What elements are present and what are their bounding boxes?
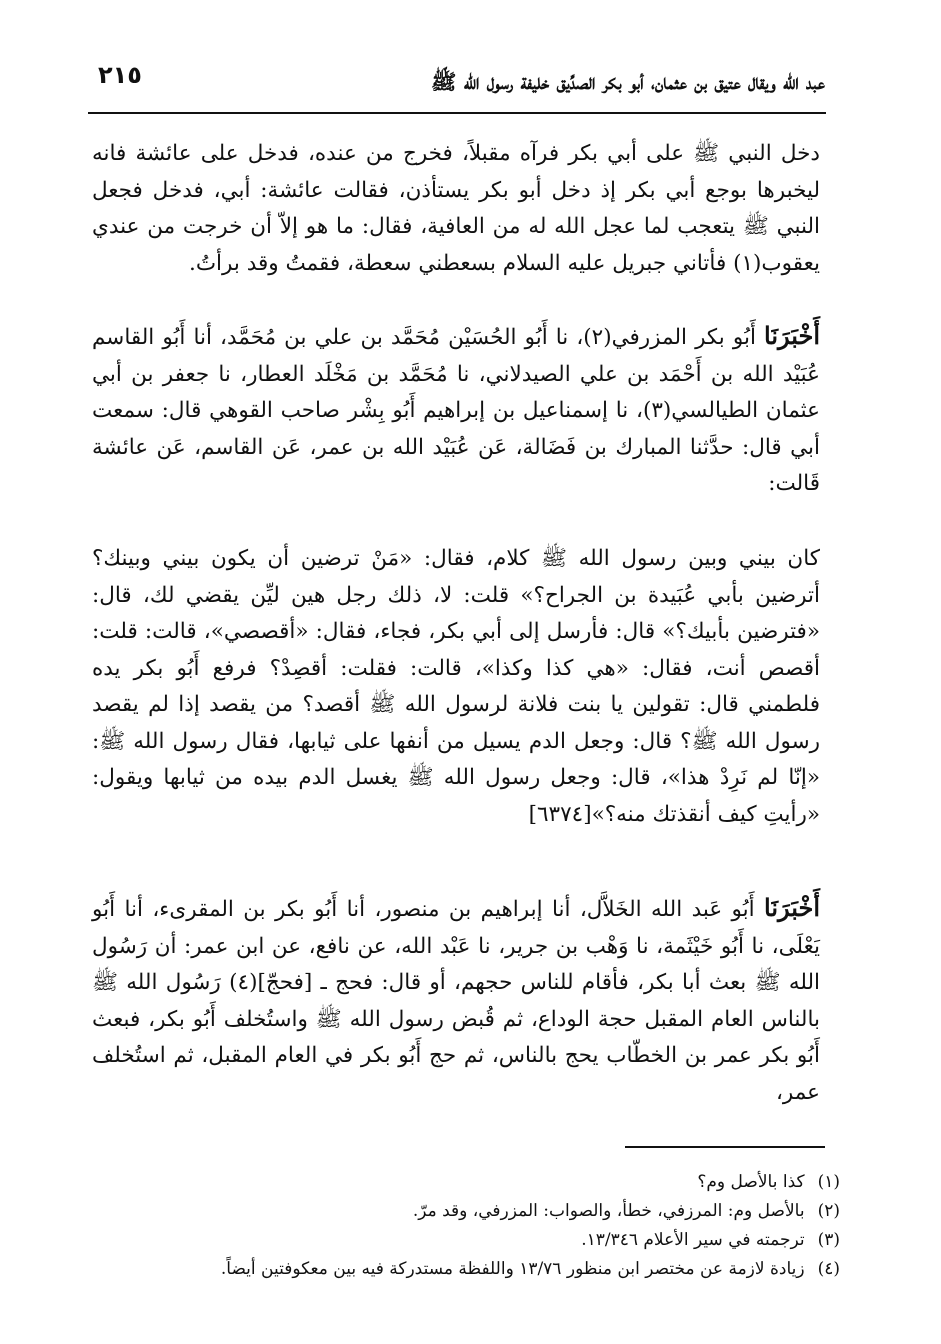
footnote-divider — [625, 1146, 825, 1148]
paragraph-1-text: دخل النبي ﷺ على أبي بكر فرآه مقبلاً، فخرج من عنده، فدخل على عائشة فانه ليخبرها بوجع أبي بكر إذ دخل أبو بكر يستأذن، فقالت عائشة: أبي، فدخل فجعل النبي ﷺ يتعجب لما عجل الله له من العافية، فقال: ما هو إلاّ أن خرجت من عندي يعقوب(١) فأتاني جبريل عليه السلام بسعطني سعطة، فقمتُ وقد برأتُ. — [92, 141, 820, 276]
footnote-number: (٢) — [817, 1201, 840, 1221]
footnote-text: ترجمته في سير الأعلام ١٣/٣٤٦. — [581, 1230, 805, 1250]
footnote — [120, 1226, 840, 1255]
footnote-text: كذا بالأصل وم؟ — [697, 1172, 805, 1192]
header-divider — [88, 112, 826, 114]
footnote-number: (٤) — [817, 1259, 840, 1279]
footnote — [120, 1197, 840, 1226]
footnote — [120, 1255, 840, 1284]
footnote-number: (٣) — [817, 1230, 840, 1250]
paragraph-1 — [92, 136, 820, 282]
paragraph-2 — [92, 318, 820, 503]
running-header — [90, 55, 825, 103]
footnote-number: (١) — [817, 1172, 840, 1192]
paragraph-4-lead: أَخْبَرَنَا — [764, 893, 820, 922]
paragraph-2-lead: أَخْبَرَنَا — [764, 321, 820, 350]
page-number: ٢١٥ — [98, 61, 142, 89]
footnote — [120, 1168, 840, 1197]
paragraph-3 — [92, 541, 820, 833]
header-title: عبد الله ويقال عتيق بن عثمان، أبو بكر الصدِّيق خليفة رسول الله ﷺ — [431, 69, 825, 94]
footnote-text: زيادة لازمة عن مختصر ابن منظور ١٣/٧٦ واللفظة مستدركة فيه بين معكوفتين أيضاً. — [220, 1259, 805, 1279]
paragraph-4-text: أَبُو عَبد الله الخَلاَّل، أنا إبراهيم بن منصور، أنا أَبُو بكر بن المقرىء، أنا أَبُو يَعْلَى، نا أَبُو خَيْثَمة، نا وَهْب بن جرير، نا عَبْد الله، عن نافع، عن ابن عمر: أن رَسُول الله ﷺ بعث أبا بكر، فأقام للناس حجهم، أو قال: فحج ـ [فحجّ](٤) رَسُول الله ﷺ بالناس العام المقبل حجة الوداع، ثم قُبض رسول الله ﷺ واستُخلف أَبُو بكر، فبعث أَبُو بكر عمر بن الخطّاب يحج بالناس، ثم حج أَبُو بكر في العام المقبل، ثم استُخلف عمر، — [92, 897, 820, 1105]
paragraph-3-text: كان بيني وبين رسول الله ﷺ كلام، فقال: «مَنْ ترضين أن يكون بيني وبينك؟ أترضين بأبي عُبَيدة بن الجراح؟» قلت: لا، ذلك رجل هين ليِّن يقضي لك، قال: «فترضين بأبيك؟» قال: فأرسل إلى أبي بكر، فجاء، فقال: «أقصصي»، قالت: قلت: أقصص أنت، فقال: «هي كذا وكذا»، قالت: فقلت: أقصِدْ؟ فرفع أَبُو بكر يده فلطمني قال: تقولين يا بنت فلانة لرسول الله ﷺ أقصد؟ من يقصد إذا لم يقصد رسول الله ﷺ؟ قال: وجعل الدم يسيل من أنفها على ثيابها، فقال رسول الله ﷺ: «إنّا لم نَرِدْ هذا»، قال: وجعل رسول الله ﷺ يغسل الدم بيده من ثيابها ويقول: «رأيتِ كيف أنقذتك منه؟»[٦٣٧٤] — [92, 546, 820, 827]
footnote-text: بالأصل وم: المرزفي، خطأ، والصواب: المزرفي، وقد مرّ. — [412, 1201, 805, 1221]
footnotes — [120, 1168, 840, 1284]
paragraph-4 — [92, 890, 820, 1111]
paragraph-2-text: أَبُو بكر المزرفي(٢)، نا أَبُو الحُسَيْن مُحَمَّد بن علي بن مُحَمَّد، أنا أَبُو القاسم عُبَيْد الله بن أَحْمَد بن علي الصيدلاني، نا مُحَمَّد بن مَخْلَد العطار، نا جعفر بن أبي عثمان الطيالسي(٣)، نا إسمناعيل بن إبراهيم أَبُو بِشْر صاحب القوهي قال: سمعت أبي قال: حدَّثنا المبارك بن فَضَالة، عَن عُبَيْد الله بن عمر، عَن القاسم، عَن عائشة قَالت: — [92, 325, 820, 496]
